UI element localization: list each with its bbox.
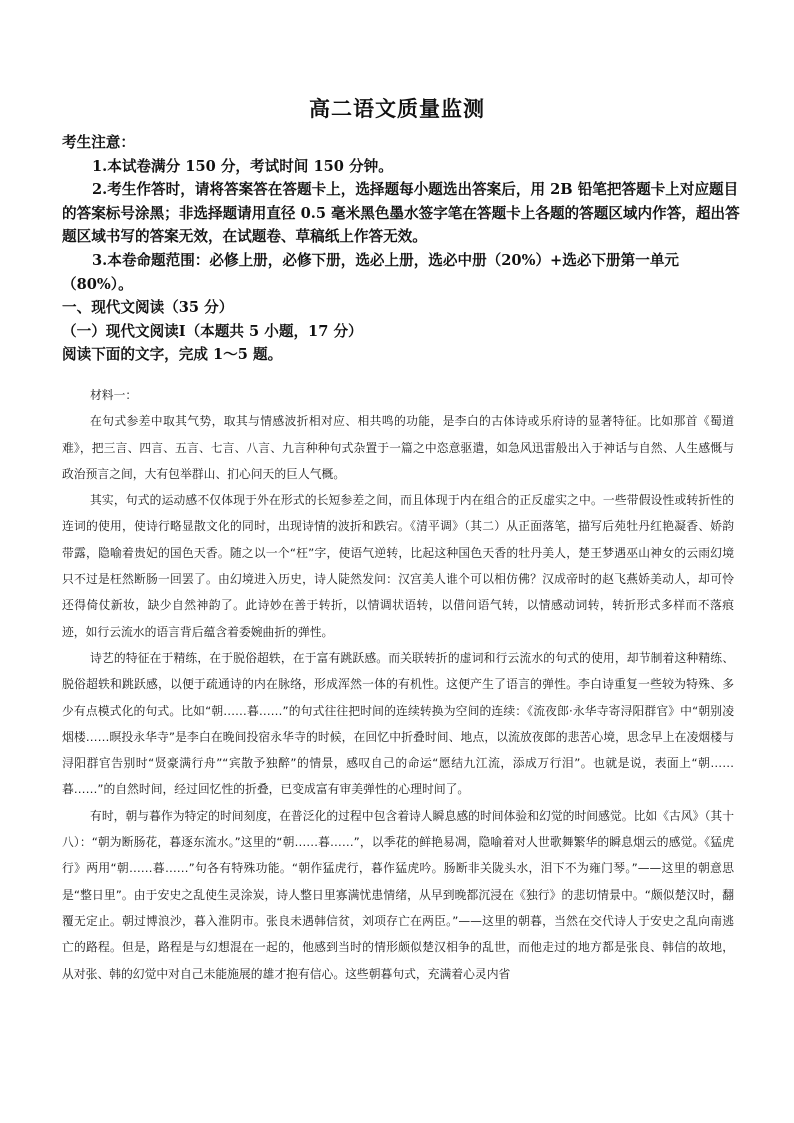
notice-item: 1.本试卷满分 150 分，考试时间 150 分钟。 (92, 157, 393, 175)
reading-instruction: 阅读下面的文字，完成 1～5 题。 (62, 346, 283, 364)
subsection-heading: （一）现代文阅读Ⅰ（本题共 5 小题，17 分） (62, 322, 363, 340)
notice-item: 3.本卷命题范围：必修上册，必修下册，选必上册，选必中册（20%）+选必下册第一单元（80%）。 (62, 251, 680, 293)
material-label: 材料一： (90, 388, 138, 402)
notice-heading: 考生注意： (62, 134, 135, 151)
material-paragraph: 在句式参差中取其气势，取其与情感波折相对应、相共鸣的功能，是李白的古体诗或乐府诗的显著特征。比如那首《蜀道难》，把三言、四言、五言、七言、八言、九言种种句式杂置于一篇之中恣意驱遣，如急风迅雷般出入于神话与自然、人生感慨与政治预言之间，大有包举群山、扪心问天的巨人气概。 (62, 414, 734, 481)
exam-notice (62, 131, 742, 367)
reading-material (62, 382, 734, 987)
material-paragraph: 其实，句式的运动感不仅体现于外在形式的长短参差之间，而且体现于内在组合的正反虚实之中。一些带假设性或转折性的连词的使用，使诗行略显散文化的同时，出现诗情的波折和跌宕。《清平调》（其二）从正面落笔，描写后苑牡丹红艳凝香、娇韵带露，隐喻着贵妃的国色天香。随之以一个“枉”字，使语气逆转，比起这种国色天香的牡丹美人，楚王梦遇巫山神女的云雨幻境只不过是枉然断肠一回罢了。由幻境进入历史，诗人陡然发问：汉宫美人谁个可以相仿佛？汉成帝时的赵飞燕娇美动人，却可怜还得倚仗新妆，缺少自然神韵了。此诗妙在善于转折，以情调状语转，以借问语气转，以情感动词转，转折形式多样而不落痕迹，如行云流水的语言背后蕴含着委婉曲折的弹性。 (62, 493, 734, 639)
material-paragraph: 有时，朝与暮作为特定的时间刻度，在普泛化的过程中包含着诗人瞬息感的时间体验和幻觉的时间感觉。比如《古风》（其十八）：“朝为断肠花，暮逐东流水。”这里的“朝……暮……”，以季花的鲜艳易凋，隐喻着对人世歌舞繁华的瞬息烟云的感觉。《猛虎行》两用“朝……暮……”句各有特殊功能。“朝作猛虎行，暮作猛虎吟。肠断非关陇头水，泪下不为雍门琴。”——这里的朝意思是“整日里”。由于安史之乱使生灵涂炭，诗人整日里寡满忧患情绪，从早到晚都沉浸在《独行》的悲切情景中。“颇似楚汉时，翻覆无定止。朝过博浪沙，暮入淮阴市。张良未遇韩信贫，刘项存亡在两臣。”——这里的朝暮，当然在交代诗人于安史之乱向南逃亡的路程。但是，路程是与幻想混在一起的，他感到当时的情形颇似楚汉相争的乱世，而他走过的地方都是张良、韩信的故地，从对张、韩的幻觉中对自己未能施展的雄才抱有信心。这些朝暮句式，充满着心灵内省 (62, 808, 734, 981)
section-heading: 一、现代文阅读（35 分） (62, 299, 234, 317)
material-paragraph: 诗艺的特征在于精练，在于脱俗超轶，在于富有跳跃感。而关联转折的虚词和行云流水的句式的使用，却节制着这种精练、脱俗超轶和跳跃感，以便于疏通诗的内在脉络，形成浑然一体的有机性。这便产生了语言的弹性。李白诗重复一些较为特殊、多少有点模式化的句式。比如“朝……暮……”的句式往往把时间的连续转换为空间的连续：《流夜郎·永华寺寄浔阳群官》中“朝别凌烟楼……暝投永华寺”是李白在晚间投宿永华寺的时候，在回忆中折叠时间、地点，以流放夜郎的悲苦心境，思念早上在凌烟楼与浔阳群官告别时“贤豪满行舟”“宾散予独醉”的情景，感叹自己的命运“愿结九江流，添成万行泪”。也就是说，表面上“朝……暮……”的自然时间，经过回忆性的折叠，已变成富有审美弹性的心理时间了。 (62, 650, 734, 797)
page-title: 高二语文质量监测 (309, 96, 485, 121)
notice-item: 2.考生作答时，请将答案答在答题卡上，选择题每小题选出答案后，用 2B 铅笔把答题卡上对应题目的答案标号涂黑；非选择题请用直径 0.5 毫米黑色墨水签字笔在答题卡上各题的答题区域内作答，超出答题区域书写的答案无效，在试题卷、草稿纸上作答无效。 (62, 181, 740, 246)
